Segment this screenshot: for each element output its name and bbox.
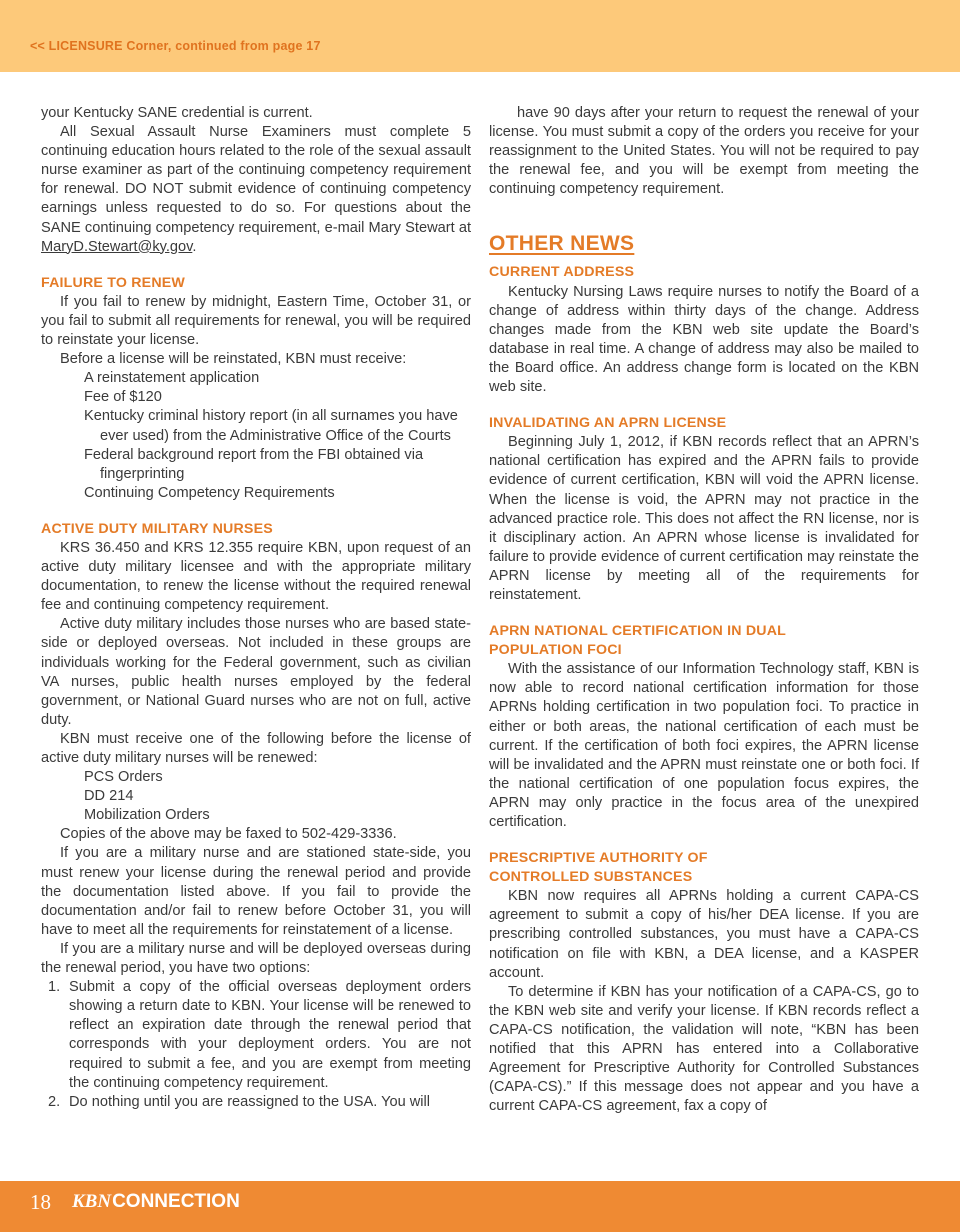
paragraph-text: . [192, 238, 197, 255]
military-documents-list [41, 768, 471, 825]
list-item-text: Submit a copy of the official overseas deployment orders showing a return date to KBN. Your license will be renewed to reflect an expiration date through the renewal period that corresponds with your deployment orders. You are not required to submit a fee, and you are exempt from meeting the continuing competency requirement. [69, 979, 471, 1091]
paragraph: Copies of the above may be faxed to 502-429-3336. [60, 826, 397, 843]
section-heading-failure-to-renew: FAILURE TO RENEW [41, 274, 186, 291]
list-item: Federal background report from the FBI obtained via fingerprinting [84, 446, 424, 482]
paragraph: Beginning July 1, 2012, if KBN records reflect that an APRN’s national certification has expired and the APRN fails to provide evidence of current certification, KBN will void the APRN license. When the license is void, the APRN may not practice in the advanced practice role. This does not affect the RN license, nor is it disciplinary action. An APRN whose license is invalidated for failure to provide evidence of current certification may reinstate the APRN license by meeting all of the requirements for reinstatement. [489, 434, 919, 603]
publication-logo [72, 1191, 240, 1213]
paragraph: If you are a military nurse and are stationed state-side, you must renew your license during the renewal period and provide the documentation listed above. If you fail to provide the documentation and/or fail to renew before October 31, you will have to meet all the requirements for reinstatement of a license. [41, 845, 471, 938]
paragraph [41, 123, 471, 257]
heading-line: PRESCRIPTIVE AUTHORITY OF [489, 850, 708, 867]
paragraph: Active duty military includes those nurses who are based state-side or deployed overseas. Not included in these groups are individuals working for the Federal government, such as civilian VA nurses, public health nurses employed by the federal government, or National Guard nurses who are not on full, active duty. [41, 616, 471, 728]
list-number: 1. [48, 979, 61, 996]
list-number: 2. [48, 1093, 61, 1110]
list-item: A reinstatement application [84, 370, 260, 387]
paragraph: If you are a military nurse and will be deployed overseas during the renewal period, you have two options: [41, 940, 471, 977]
heading-line: POPULATION FOCI [489, 642, 622, 659]
heading-line: CONTROLLED SUBSTANCES [489, 869, 693, 886]
paragraph: To determine if KBN has your notification of a CAPA-CS, go to the KBN web site and verify your license. If KBN records reflect a CAPA-CS notification, the validation will note, “KBN has been notified that this APRN has entered into a Collaborative Agreement for Prescriptive Authority for Controlled Substances (CAPA-CS).” If this message does not appear and you have a current CAPA-CS agreement, fax a copy of [489, 983, 919, 1115]
right-column [489, 104, 919, 1116]
paragraph: KBN must receive one of the following before the license of active duty military nurses will be renewed: [41, 730, 471, 766]
paragraph: your Kentucky SANE credential is current. [41, 105, 313, 121]
email-link[interactable]: MaryD.Stewart@ky.gov [41, 238, 193, 255]
paragraph-text: All Sexual Assault Nurse Examiners must complete 5 continuing education hours related to the role of the sexual assault nurse examiner as part of the continuing competency requirement for renewal. DO NOT submit evidence of continuing competency earnings unless requested to do so. For questions about the SANE continuing competency requirement, e-mail Mary Stewart at [41, 124, 471, 236]
paragraph: KBN now requires all APRNs holding a current CAPA-CS agreement to submit a copy of his/her DEA license. If you are prescribing controlled substances, you must have a CAPA-CS notification on file with KBN, a DEA license, and a KASPER account. [489, 888, 919, 981]
list-item: PCS Orders [84, 769, 163, 786]
section-title-other-news: OTHER NEWS [489, 232, 635, 256]
reinstatement-requirements-list [41, 369, 471, 503]
paragraph: KRS 36.450 and KRS 12.355 require KBN, upon request of an active duty military licensee and with the appropriate military documentation, to renew the license without the required renewal fee and continuing competency requirement. [41, 539, 471, 614]
paragraph: With the assistance of our Information Technology staff, KBN is now able to record national certification information for those APRNs holding certification in two population foci. To practice in either or both areas, the national certification of each must be current. If the certification of both foci expires, the APRN license will be invalidated and the APRN must reinstate one or both foci. If the national certification of one population focus expires, the APRN may only practice in the focus area of the unexpired certification. [489, 661, 919, 830]
paragraph: Kentucky Nursing Laws require nurses to notify the Board of a change of address within thirty days of the change. Address changes made from the KBN web site update the Board’s database in real time. A change of address may also be mailed to the Board office. An address change form is located on the KBN web site. [489, 283, 919, 396]
heading-line: APRN NATIONAL CERTIFICATION IN DUAL [489, 623, 787, 640]
footer-band [0, 1181, 960, 1232]
list-item-text: Do nothing until you are reassigned to the USA. You will [69, 1093, 431, 1110]
deployment-options-list [41, 978, 471, 1112]
section-heading-dual-population-foci [489, 622, 919, 660]
list-item: Kentucky criminal history report (in all surnames you have ever used) from the Administrative Office of the Courts [84, 408, 458, 444]
paragraph: Before a license will be reinstated, KBN must receive: [60, 351, 407, 368]
section-heading-prescriptive-authority [489, 849, 919, 887]
logo-connection: CONNECTION [112, 1191, 240, 1212]
logo-kbn: KBN [72, 1191, 112, 1212]
list-item: DD 214 [84, 788, 134, 805]
paragraph: If you fail to renew by midnight, Eastern Time, October 31, or you fail to submit all requirements for renewal, you will be required to reinstate your license. [41, 293, 471, 349]
section-heading-invalidating-aprn: INVALIDATING AN APRN LICENSE [489, 415, 727, 432]
continued-from-label: << LICENSURE Corner, continued from page 17 [30, 39, 321, 53]
section-heading-active-duty-military: ACTIVE DUTY MILITARY NURSES [41, 520, 273, 537]
list-item: Fee of $120 [84, 389, 162, 406]
list-item: Continuing Competency Requirements [84, 484, 335, 501]
header-band [0, 0, 960, 72]
list-item [41, 978, 471, 1093]
section-heading-current-address: CURRENT ADDRESS [489, 264, 635, 281]
list-item [41, 1093, 471, 1112]
page-number: 18 [30, 1190, 51, 1214]
left-column [41, 104, 471, 1112]
paragraph: have 90 days after your return to request the renewal of your license. You must submit a copy of the orders you receive for your reassignment to the United States. You will not be required to pay the renewal fee, and you will be exempt from meeting the continuing competency requirement. [489, 105, 919, 198]
list-item: Mobilization Orders [84, 807, 210, 824]
